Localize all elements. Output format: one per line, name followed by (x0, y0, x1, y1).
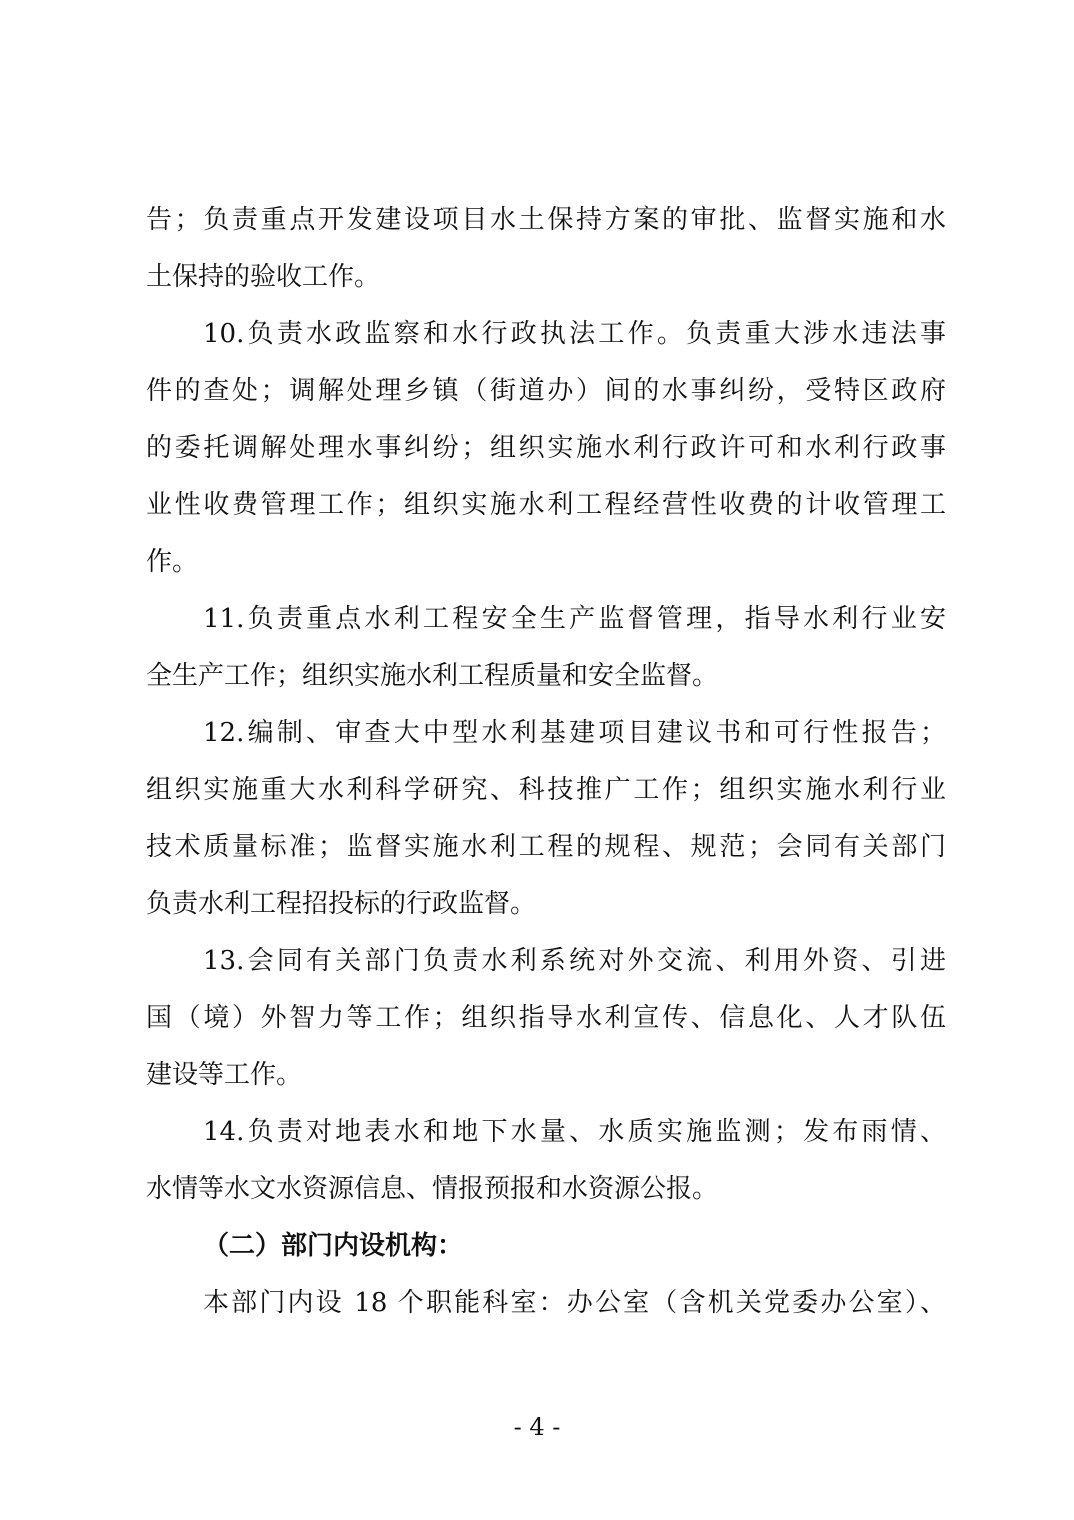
text-line: 作。 (146, 547, 199, 577)
list-item-10-start: 10.负责水政监察和水行政执法工作。负责重大涉水违法事 (203, 319, 946, 349)
section-heading: （二）部门内设机构： (203, 1231, 464, 1261)
text-line: 技术质量标准；监督实施水利工程的规程、规范；会同有关部门 (146, 832, 946, 862)
list-item-14-start: 14.负责对地表水和地下水量、水质实施监测；发布雨情、 (203, 1117, 946, 1147)
text-line: 的委托调解处理水事纠纷；组织实施水利行政许可和水利行政事 (146, 433, 946, 463)
list-item-13-start: 13.会同有关部门负责水利系统对外交流、利用外资、引进 (203, 946, 946, 976)
list-item-11-start: 11.负责重点水利工程安全生产监督管理，指导水利行业安 (203, 604, 946, 634)
text-line: 本部门内设 18 个职能科室：办公室（含机关党委办公室）、 (203, 1288, 946, 1318)
text-line: 水情等水文水资源信息、情报预报和水资源公报。 (146, 1174, 719, 1204)
text-line: 全生产工作；组织实施水利工程质量和安全监督。 (146, 661, 719, 691)
text-line: 组织实施重大水利科学研究、科技推广工作；组织实施水利行业 (146, 775, 946, 805)
text-line: 业性收费管理工作；组织实施水利工程经营性收费的计收管理工 (146, 490, 946, 520)
text-line: 建设等工作。 (146, 1060, 303, 1090)
text-line: 土保持的验收工作。 (146, 262, 381, 292)
list-item-12-start: 12.编制、审查大中型水利基建项目建议书和可行性报告； (203, 718, 946, 748)
text-line: 负责水利工程招投标的行政监督。 (146, 889, 537, 919)
page-number: - 4 - (513, 1413, 561, 1441)
text-line: 件的查处；调解处理乡镇（街道办）间的水事纠纷，受特区政府 (146, 376, 946, 406)
text-line: 国（境）外智力等工作；组织指导水利宣传、信息化、人才队伍 (146, 1003, 946, 1033)
text-line: 告；负责重点开发建设项目水土保持方案的审批、监督实施和水 (146, 205, 946, 235)
body-text (146, 192, 946, 1332)
